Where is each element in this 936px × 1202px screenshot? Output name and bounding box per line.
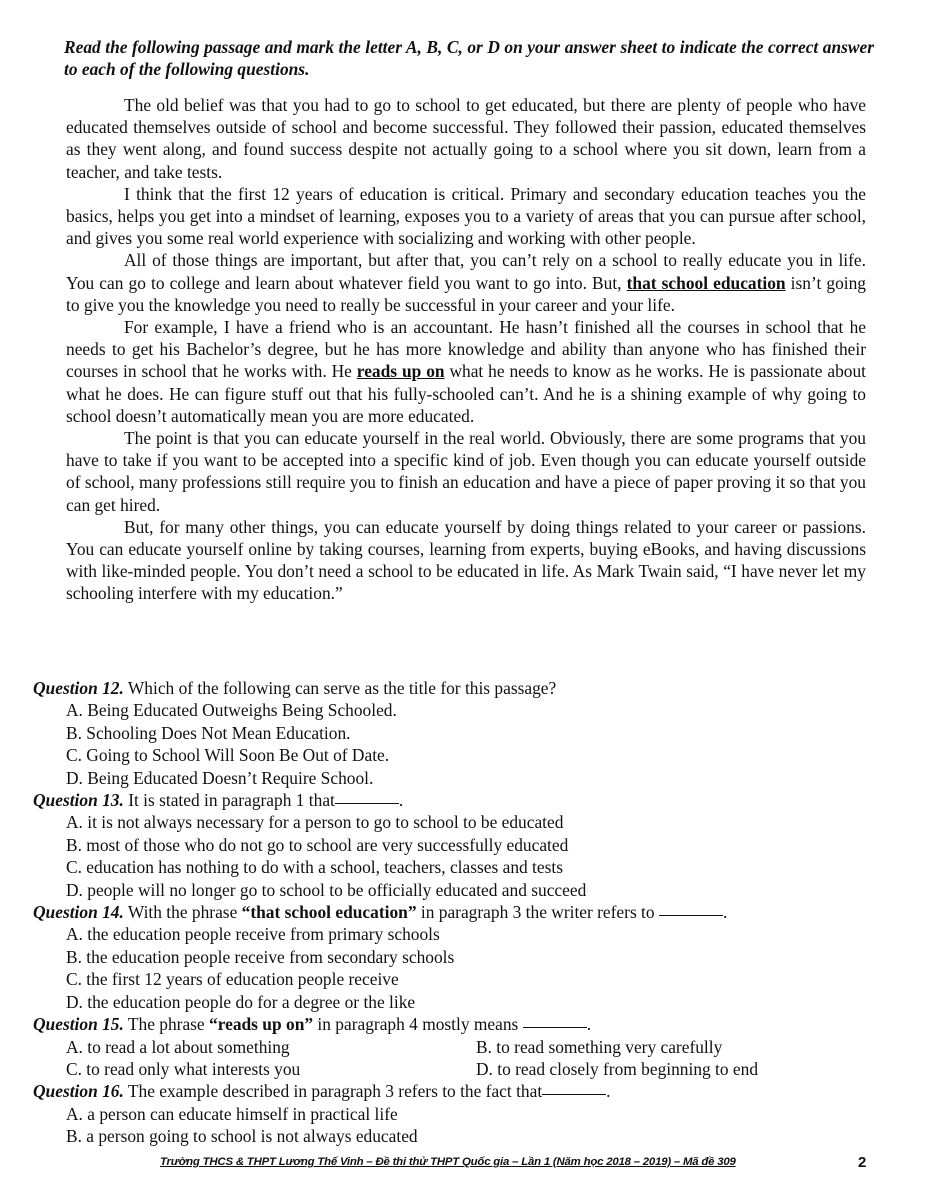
question-14-end: . (722, 902, 728, 923)
question-13-text: It is stated in paragraph 1 that (123, 790, 335, 811)
question-12-option-a: A. Being Educated Outweighs Being Schooled. (66, 700, 397, 721)
question-15-text-end: in paragraph 4 mostly means (313, 1014, 519, 1035)
paragraph-4 (66, 316, 866, 427)
answer-blank (659, 914, 723, 916)
question-14-option-c: C. the first 12 years of education people receive (66, 969, 399, 990)
question-13-option-d: D. people will no longer go to school to be officially educated and succeed (66, 879, 587, 900)
question-15-text-start: The phrase (123, 1014, 209, 1035)
question-15-options-row-1 (66, 1036, 883, 1058)
question-15-option-c: C. to read only what interests you (66, 1058, 301, 1079)
paragraph-6: But, for many other things, you can educate yourself by doing things related to your career or passions. You can educate yourself online by taking courses, learning from experts, buying eBooks, and having discussions with like-minded people. You don’t need a school to be educated in life. As Mark Twain said, “I have never let my schooling interfere with my education.” (66, 516, 866, 604)
answer-blank (335, 802, 399, 804)
question-15-option-d: D. to read closely from beginning to end (476, 1058, 759, 1079)
question-16-option-a: A. a person can educate himself in practical life (66, 1103, 398, 1124)
question-14-option-a: A. the education people receive from primary schools (66, 924, 440, 945)
question-13-option-c: C. education has nothing to do with a school, teachers, classes and tests (66, 857, 563, 878)
paragraph-4-text-start: For example, I have a friend who is an accountant. He hasn’t finished all the courses in school that he needs to get his Bachelor’s degree, but he has more knowledge and ability than anyone who has finished their courses in school that he works with. He (66, 317, 866, 382)
question-15-stem (33, 1013, 883, 1035)
question-14-stem (33, 901, 883, 923)
question-12-text: Which of the following can serve as the title for this passage? (123, 678, 557, 698)
question-13-option-a: A. it is not always necessary for a person to go to school to be educated (66, 812, 564, 833)
question-14-text-end: in paragraph 3 the writer refers to (416, 902, 655, 923)
question-12-option-b: B. Schooling Does Not Mean Education. (66, 722, 351, 743)
paragraph-3-text-end: isn’t going to give you the knowledge you need to really be successful in your career and your life. (66, 272, 866, 315)
question-13-end: . (398, 790, 404, 811)
page-number: 2 (858, 1154, 867, 1171)
question-15-option-b: B. to read something very carefully (476, 1036, 723, 1057)
underlined-phrase-reads-up-on: reads up on (356, 361, 445, 382)
question-13-stem (33, 789, 883, 811)
paragraph-5: The point is that you can educate yourself in the real world. Obviously, there are some programs that you have to take if you want to be accepted into a specific kind of job. Even though you can educate yourself outside of school, many professions still require you to finish an education and have a piece of paper proving it so that you can get hired. (66, 428, 866, 515)
paragraph-2: I think that the first 12 years of education is critical. Primary and secondary education teaches you the basics, helps you get into a mindset of learning, exposes you to a variety of areas that you can pursue after school, and gives you some real world experience with socializing and working with other people. (66, 183, 866, 249)
question-list (33, 677, 883, 1148)
question-12-stem (33, 677, 883, 699)
question-12-option-c: C. Going to School Will Soon Be Out of Date. (66, 745, 390, 766)
question-14-label: Question 14. (33, 902, 124, 923)
question-13-option-b: B. most of those who do not go to school are very successfully educated (66, 834, 569, 855)
question-13-label: Question 13. (33, 790, 124, 811)
paragraph-3 (66, 249, 866, 316)
question-16-end: . (606, 1081, 611, 1102)
question-15-label: Question 15. (33, 1014, 124, 1035)
question-16-stem (33, 1080, 883, 1102)
paragraph-4-text-end: what he needs to know as he works. He is passionate about what he does. He can figure stuff out that his fully-schooled can’t. And he is a shining example of why going to school doesn’t automatically mean you are more educated. (66, 361, 866, 426)
question-15-quoted-phrase: “reads up on” (209, 1014, 314, 1035)
question-15-end: . (586, 1014, 592, 1035)
question-14-option-d: D. the education people do for a degree or the like (66, 991, 416, 1012)
question-15-option-a: A. to read a lot about something (66, 1036, 290, 1057)
question-16-text: The example described in paragraph 3 refers to the fact that (123, 1081, 543, 1102)
answer-blank (542, 1093, 606, 1095)
question-15-options-row-2 (66, 1058, 883, 1080)
page-footer: Trường THCS & THPT Lương Thế Vinh – Đề thi thử THPT Quốc gia – Lần 1 (Năm học 2018 – 2019) – Mã đề 309 (160, 1156, 736, 1168)
answer-blank (523, 1026, 587, 1028)
question-14-option-b: B. the education people receive from secondary schools (66, 946, 455, 967)
question-14-text-start: With the phrase (123, 902, 242, 923)
question-16-label: Question 16. (33, 1081, 124, 1102)
paragraph-1: The old belief was that you had to go to school to get educated, but there are plenty of people who have educated themselves outside of school and become successful. They followed their passion, educated themselves as they went along, and found success despite not actually going to a school where you sit down, learn from a teacher, and take tests. (66, 95, 866, 182)
instruction-text: Read the following passage and mark the letter A, B, C, or D on your answer sheet to indicate the correct answer to each of the following questions. (64, 37, 874, 79)
question-14-quoted-phrase: “that school education” (241, 902, 417, 923)
paragraph-3-text-start: All of those things are important, but after that, you can’t rely on a school to really educate you in life. You can go to college and learn about whatever field you want to go into. But, (66, 250, 866, 293)
question-12-label: Question 12. (33, 678, 124, 698)
question-12-option-d: D. Being Educated Doesn’t Require School. (66, 767, 374, 788)
underlined-phrase-that-school-education: that school education (626, 272, 786, 293)
question-16-option-b: B. a person going to school is not always educated (66, 1126, 418, 1147)
reading-passage (66, 94, 866, 605)
